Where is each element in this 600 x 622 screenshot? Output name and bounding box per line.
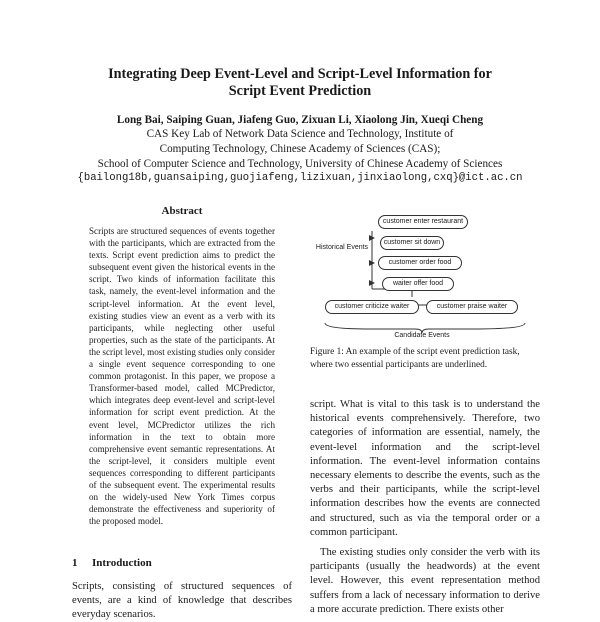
section-title: Introduction bbox=[92, 557, 152, 569]
figure-caption-text: Figure 1: An example of the script event prediction task, where two essential participants are underlined. bbox=[310, 347, 520, 370]
author-emails: {bailong18b,guansaiping,guojiafeng,lizixuan,jinxiaolong,cxq}@ict.ac.cn bbox=[77, 172, 523, 184]
author-list: Long Bai, Saiping Guan, Jiafeng Guo, Zixuan Li, Xiaolong Jin, Xueqi Cheng bbox=[116, 114, 484, 126]
abstract-body bbox=[89, 225, 275, 527]
paper-title-line-1: Integrating Deep Event-Level and Script-Level Information for bbox=[108, 66, 492, 82]
paragraph: script. What is vital to this task is to understand the historical events comprehensively. Therefore, two categories of information are essential, namely, the event-level information and the script-level information. The event-level information contains necessary elements to describe the events, such as the verbs and their participants, while the script-level information describes how the events are connected and structured, such as via the temporal order or a common participant. bbox=[310, 399, 540, 538]
introduction-text: Scripts, consisting of structured sequences of events, are a kind of knowledge that describes everyday scenarios. bbox=[72, 581, 292, 620]
right-column-body bbox=[310, 398, 540, 617]
candidate-event-node: customer criticize waiter bbox=[325, 300, 419, 314]
candidate-event-node: customer praise waiter bbox=[426, 300, 518, 314]
abstract-heading: Abstract bbox=[161, 205, 203, 217]
affiliation-line-2: Computing Technology, Chinese Academy of Sciences (CAS); bbox=[159, 143, 441, 155]
history-event-node: customer sit down bbox=[380, 236, 444, 250]
affiliation-line-3: School of Computer Science and Technology, University of Chinese Academy of Sciences bbox=[97, 158, 503, 170]
figure-caption bbox=[310, 346, 542, 372]
affiliation-line-1: CAS Key Lab of Network Data Science and Technology, Institute of bbox=[146, 128, 454, 140]
paper-title-line-2: Script Event Prediction bbox=[228, 83, 372, 99]
section-heading-introduction bbox=[72, 557, 152, 569]
history-event-node: waiter offer food bbox=[382, 277, 454, 291]
abstract-text: Scripts are structured sequences of events together with the participants, which are extracted from the texts. Script event prediction aims to predict the subsequent event given the historical events in the script. Two kinds of information facilitate this task, namely, the event-level information and the script-level information. At the event level, existing studies view an event as a verb with its participants, while neglecting other useful properties, such as the state of the participants. At the script level, most existing studies only consider a single event sequence corresponding to one common protagonist. In this paper, we propose a Transformer-based model, called MCPredictor, which integrates deep event-level and script-level information for script event prediction. At the event level, MCPredictor utilizes the rich information in the text to obtain more comprehensive event semantic representations. At the script-level, it considers multiple event sequences corresponding to different participants of the subsequent event. The experimental results on the widely-used New York Times corpus demonstrate the effectiveness and superiority of the proposed model. bbox=[89, 226, 275, 527]
historical-events-label: Historical Events bbox=[315, 244, 369, 251]
section-number: 1 bbox=[72, 557, 78, 569]
introduction-body bbox=[72, 580, 292, 622]
history-event-node: customer enter restaurant bbox=[378, 215, 468, 229]
paragraph: The existing studies only consider the verb with its participants (usually the headwords) at the event level. However, this event representation method suffers from a lack of necessary information to derive a more accurate prediction. There exists other bbox=[310, 547, 540, 615]
figure-1 bbox=[310, 205, 540, 340]
history-event-node: customer order food bbox=[378, 256, 462, 270]
candidate-events-label: Candidate Events bbox=[394, 332, 450, 339]
